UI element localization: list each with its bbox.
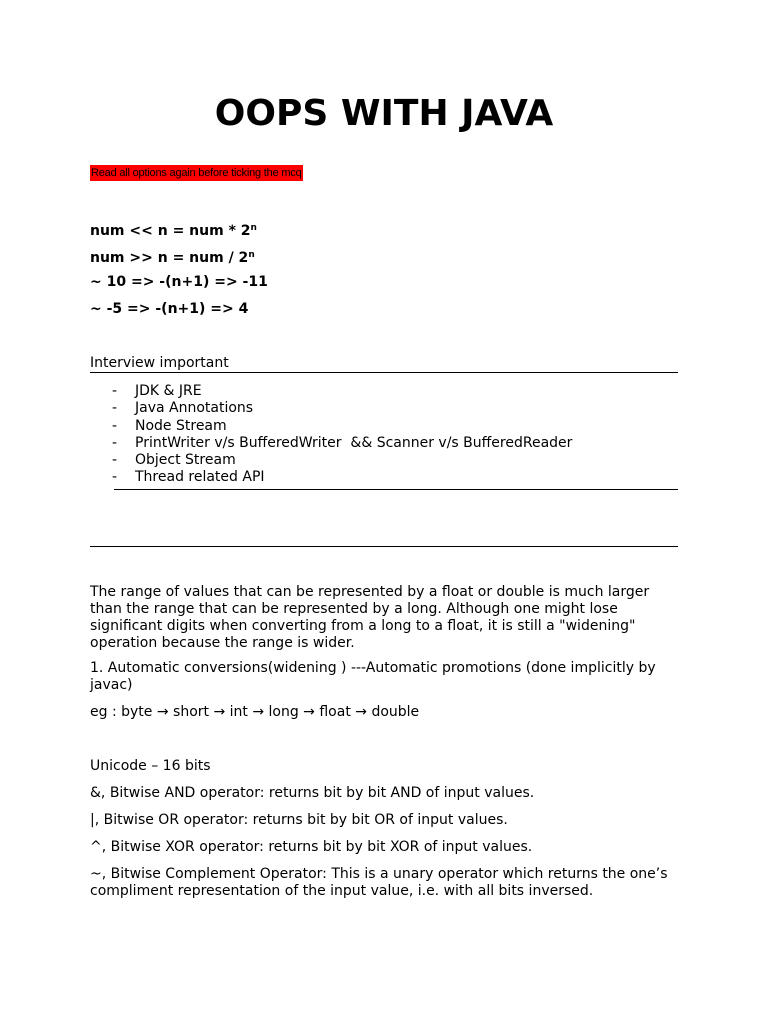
bitwise-or-note: |, Bitwise OR operator: returns bit by bit OR of input values.	[90, 812, 508, 828]
bitwise-xor-note: ^, Bitwise XOR operator: returns bit by bit XOR of input values.	[90, 839, 533, 855]
page-title: OOPS WITH JAVA	[214, 93, 554, 134]
range-paragraph: The range of values that can be represented by a float or double is much larger than the range that can be represented by a long. Although one might lose significant digits when converting from a long to a float, it is still a "widening" operation because the range is wider.	[90, 584, 650, 651]
bitwise-complement-note: ~, Bitwise Complement Operator: This is a unary operator which returns the one’s compliment representation of the input value, i.e. with all bits inversed.	[90, 866, 668, 899]
heading-rule	[90, 372, 678, 373]
list-item: - Java Annotations	[112, 400, 254, 417]
widening-example: eg : byte → short → int → long → float → double	[90, 704, 420, 720]
left-shift-rule: num << n = num * 2$^n$	[90, 223, 257, 239]
complement-rule-positive: ~ 10 => -(n+1) => -11	[90, 274, 268, 290]
complement-rule-negative: ~ -5 => -(n+1) => 4	[90, 301, 249, 317]
list-item: - Node Stream	[112, 417, 227, 434]
section-divider	[90, 546, 678, 547]
auto-conversion-text: 1. Automatic conversions(widening ) ---Automatic promotions (done implicitly by javac)	[90, 660, 656, 693]
interview-topic-list	[112, 383, 572, 487]
mcq-warning-highlight: Read all options again before ticking the mcq	[91, 167, 302, 179]
right-shift-rule: num >> n = num / 2$^n$	[90, 250, 255, 266]
list-end-rule	[114, 489, 678, 490]
interview-heading: Interview important	[90, 355, 229, 371]
list-item: - Object Stream	[112, 452, 236, 469]
list-item: - PrintWriter v/s BufferedWriter && Scanner v/s BufferedReader	[112, 434, 573, 451]
list-item: - Thread related API	[112, 469, 265, 486]
unicode-note: Unicode – 16 bits	[90, 758, 211, 774]
list-item: - JDK & JRE	[112, 383, 202, 399]
bitwise-and-note: &, Bitwise AND operator: returns bit by bit AND of input values.	[90, 785, 535, 801]
